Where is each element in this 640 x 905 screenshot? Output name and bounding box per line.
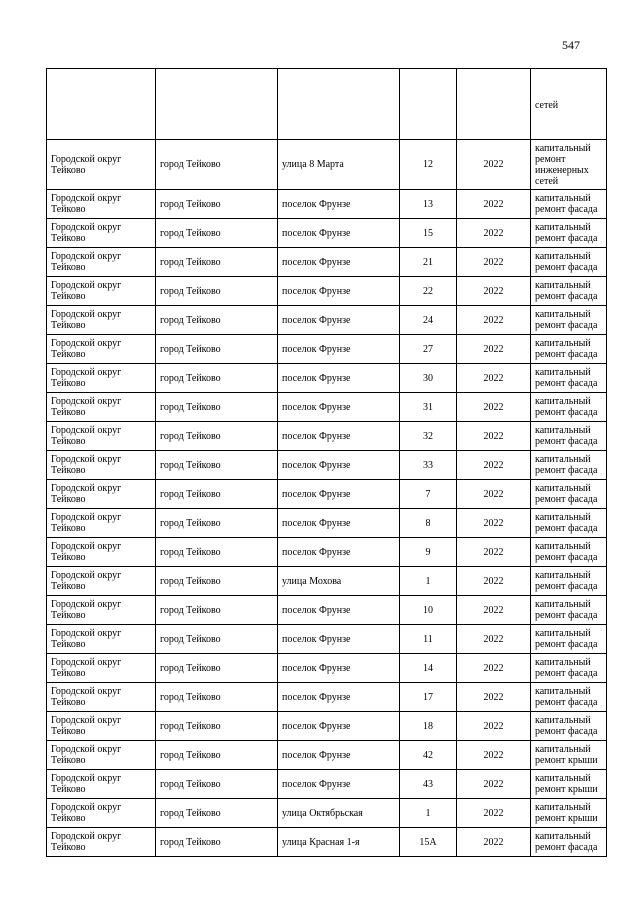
cell-house: 31 [400,393,457,422]
cell-house: 11 [400,625,457,654]
cell-okrug: Городской округ Тейково [47,451,156,480]
cell-street: улица Красная 1-я [278,828,400,857]
cell-city: город Тейково [156,422,278,451]
cell-work: капитальный ремонт фасада [531,480,607,509]
cell-work: капитальный ремонт фасада [531,451,607,480]
cell-work: капитальный ремонт фасада [531,683,607,712]
cell-house: 42 [400,741,457,770]
cell-year: 2022 [457,567,531,596]
cell-okrug: Городской округ Тейково [47,140,156,190]
cell-okrug: Городской округ Тейково [47,190,156,219]
cell-street: поселок Фрунзе [278,480,400,509]
cell-city: город Тейково [156,248,278,277]
cell-house: 43 [400,770,457,799]
cell-city: город Тейково [156,509,278,538]
table-row [47,248,607,277]
cell-okrug: Городской округ Тейково [47,480,156,509]
cell-okrug: Городской округ Тейково [47,364,156,393]
cell-house: 32 [400,422,457,451]
cell-year: 2022 [457,277,531,306]
cell-house [400,69,457,140]
cell-house: 13 [400,190,457,219]
cell-house: 33 [400,451,457,480]
continuation-row [47,69,607,140]
cell-work: капитальный ремонт крыши [531,741,607,770]
cell-street: улица Мохова [278,567,400,596]
cell-house: 24 [400,306,457,335]
cell-city: город Тейково [156,190,278,219]
table-row [47,393,607,422]
table-row [47,219,607,248]
table-row [47,567,607,596]
cell-street: поселок Фрунзе [278,248,400,277]
cell-year: 2022 [457,306,531,335]
cell-work: капитальный ремонт крыши [531,799,607,828]
table-row [47,828,607,857]
table-row [47,480,607,509]
cell-street: улица 8 Марта [278,140,400,190]
cell-year: 2022 [457,335,531,364]
cell-year: 2022 [457,364,531,393]
table-row [47,140,607,190]
cell-year [457,69,531,140]
cell-street: поселок Фрунзе [278,596,400,625]
cell-city: город Тейково [156,306,278,335]
cell-work: капитальный ремонт фасада [531,248,607,277]
cell-city: город Тейково [156,219,278,248]
cell-work: капитальный ремонт фасада [531,828,607,857]
cell-work: капитальный ремонт фасада [531,567,607,596]
cell-okrug: Городской округ Тейково [47,741,156,770]
cell-city: город Тейково [156,799,278,828]
cell-house: 27 [400,335,457,364]
cell-city: город Тейково [156,654,278,683]
cell-okrug: Городской округ Тейково [47,567,156,596]
cell-street: поселок Фрунзе [278,335,400,364]
cell-city: город Тейково [156,364,278,393]
cell-okrug: Городской округ Тейково [47,538,156,567]
cell-city: город Тейково [156,828,278,857]
cell-work: капитальный ремонт фасада [531,393,607,422]
table-row [47,741,607,770]
cell-city: город Тейково [156,335,278,364]
table-row [47,596,607,625]
cell-year: 2022 [457,248,531,277]
cell-street: поселок Фрунзе [278,190,400,219]
cell-year: 2022 [457,393,531,422]
cell-house: 30 [400,364,457,393]
cell-house: 18 [400,712,457,741]
cell-street: поселок Фрунзе [278,625,400,654]
cell-work: капитальный ремонт фасада [531,190,607,219]
cell-street: поселок Фрунзе [278,306,400,335]
cell-okrug: Городской округ Тейково [47,393,156,422]
cell-street: поселок Фрунзе [278,683,400,712]
table-row [47,509,607,538]
cell-house: 1 [400,799,457,828]
cell-okrug: Городской округ Тейково [47,509,156,538]
table-row [47,422,607,451]
cell-work: капитальный ремонт фасада [531,335,607,364]
cell-okrug: Городской округ Тейково [47,712,156,741]
cell-street: поселок Фрунзе [278,422,400,451]
cell-city: город Тейково [156,393,278,422]
cell-street [278,69,400,140]
cell-work: капитальный ремонт фасада [531,306,607,335]
cell-house: 17 [400,683,457,712]
cell-year: 2022 [457,509,531,538]
cell-street: поселок Фрунзе [278,364,400,393]
cell-city: город Тейково [156,712,278,741]
cell-city: город Тейково [156,596,278,625]
cell-year: 2022 [457,654,531,683]
cell-okrug: Городской округ Тейково [47,799,156,828]
cell-year: 2022 [457,219,531,248]
table-row [47,683,607,712]
cell-street: поселок Фрунзе [278,712,400,741]
cell-okrug: Городской округ Тейково [47,422,156,451]
cell-house: 1 [400,567,457,596]
table-row [47,277,607,306]
cell-year: 2022 [457,770,531,799]
cell-okrug: Городской округ Тейково [47,625,156,654]
cell-year: 2022 [457,828,531,857]
table-row [47,451,607,480]
cell-city: город Тейково [156,741,278,770]
cell-year: 2022 [457,538,531,567]
cell-work: капитальный ремонт фасада [531,219,607,248]
cell-house: 14 [400,654,457,683]
cell-okrug: Городской округ Тейково [47,248,156,277]
table-row [47,654,607,683]
table-row [47,335,607,364]
cell-city: город Тейково [156,480,278,509]
cell-street: поселок Фрунзе [278,538,400,567]
cell-okrug: Городской округ Тейково [47,828,156,857]
table-row [47,799,607,828]
cell-okrug: Городской округ Тейково [47,306,156,335]
cell-street: поселок Фрунзе [278,770,400,799]
cell-work: капитальный ремонт инженерных сетей [531,140,607,190]
table-row [47,770,607,799]
cell-city [156,69,278,140]
cell-city: город Тейково [156,140,278,190]
cell-house: 15 [400,219,457,248]
cell-year: 2022 [457,596,531,625]
cell-street: поселок Фрунзе [278,451,400,480]
cell-street: улица Октябрьская [278,799,400,828]
cell-year: 2022 [457,480,531,509]
cell-city: город Тейково [156,625,278,654]
cell-street: поселок Фрунзе [278,393,400,422]
cell-city: город Тейково [156,567,278,596]
cell-work: капитальный ремонт фасада [531,654,607,683]
cell-work: капитальный ремонт фасада [531,509,607,538]
cell-okrug: Городской округ Тейково [47,596,156,625]
cell-year: 2022 [457,799,531,828]
cell-work: капитальный ремонт фасада [531,538,607,567]
table-row [47,625,607,654]
cell-street: поселок Фрунзе [278,654,400,683]
cell-okrug: Городской округ Тейково [47,277,156,306]
cell-work: капитальный ремонт фасада [531,712,607,741]
table-row [47,364,607,393]
table-row [47,190,607,219]
cell-year: 2022 [457,741,531,770]
cell-okrug: Городской округ Тейково [47,683,156,712]
table-body [47,69,607,857]
cell-year: 2022 [457,190,531,219]
cell-house: 7 [400,480,457,509]
cell-city: город Тейково [156,538,278,567]
cell-street: поселок Фрунзе [278,741,400,770]
cell-year: 2022 [457,712,531,741]
cell-work: капитальный ремонт фасада [531,364,607,393]
page-number: 547 [562,38,580,52]
cell-year: 2022 [457,451,531,480]
cell-city: город Тейково [156,277,278,306]
cell-work: капитальный ремонт фасада [531,596,607,625]
cell-work: капитальный ремонт крыши [531,770,607,799]
cell-okrug [47,69,156,140]
cell-okrug: Городской округ Тейково [47,654,156,683]
cell-city: город Тейково [156,770,278,799]
cell-city: город Тейково [156,451,278,480]
cell-work: капитальный ремонт фасада [531,422,607,451]
cell-year: 2022 [457,140,531,190]
cell-house: 10 [400,596,457,625]
table-row [47,306,607,335]
cell-year: 2022 [457,422,531,451]
cell-city: город Тейково [156,683,278,712]
cell-house: 12 [400,140,457,190]
table-row [47,538,607,567]
cell-house: 8 [400,509,457,538]
cell-house: 15А [400,828,457,857]
cell-work: капитальный ремонт фасада [531,625,607,654]
cell-year: 2022 [457,625,531,654]
cell-year: 2022 [457,683,531,712]
cell-street: поселок Фрунзе [278,509,400,538]
table-row [47,712,607,741]
cell-house: 22 [400,277,457,306]
cell-street: поселок Фрунзе [278,277,400,306]
cell-okrug: Городской округ Тейково [47,219,156,248]
cell-okrug: Городской округ Тейково [47,335,156,364]
cell-work: капитальный ремонт фасада [531,277,607,306]
cell-okrug: Городской округ Тейково [47,770,156,799]
cell-house: 9 [400,538,457,567]
cell-work: сетей [531,69,607,140]
cell-house: 21 [400,248,457,277]
repair-registry-table [46,68,607,857]
cell-street: поселок Фрунзе [278,219,400,248]
